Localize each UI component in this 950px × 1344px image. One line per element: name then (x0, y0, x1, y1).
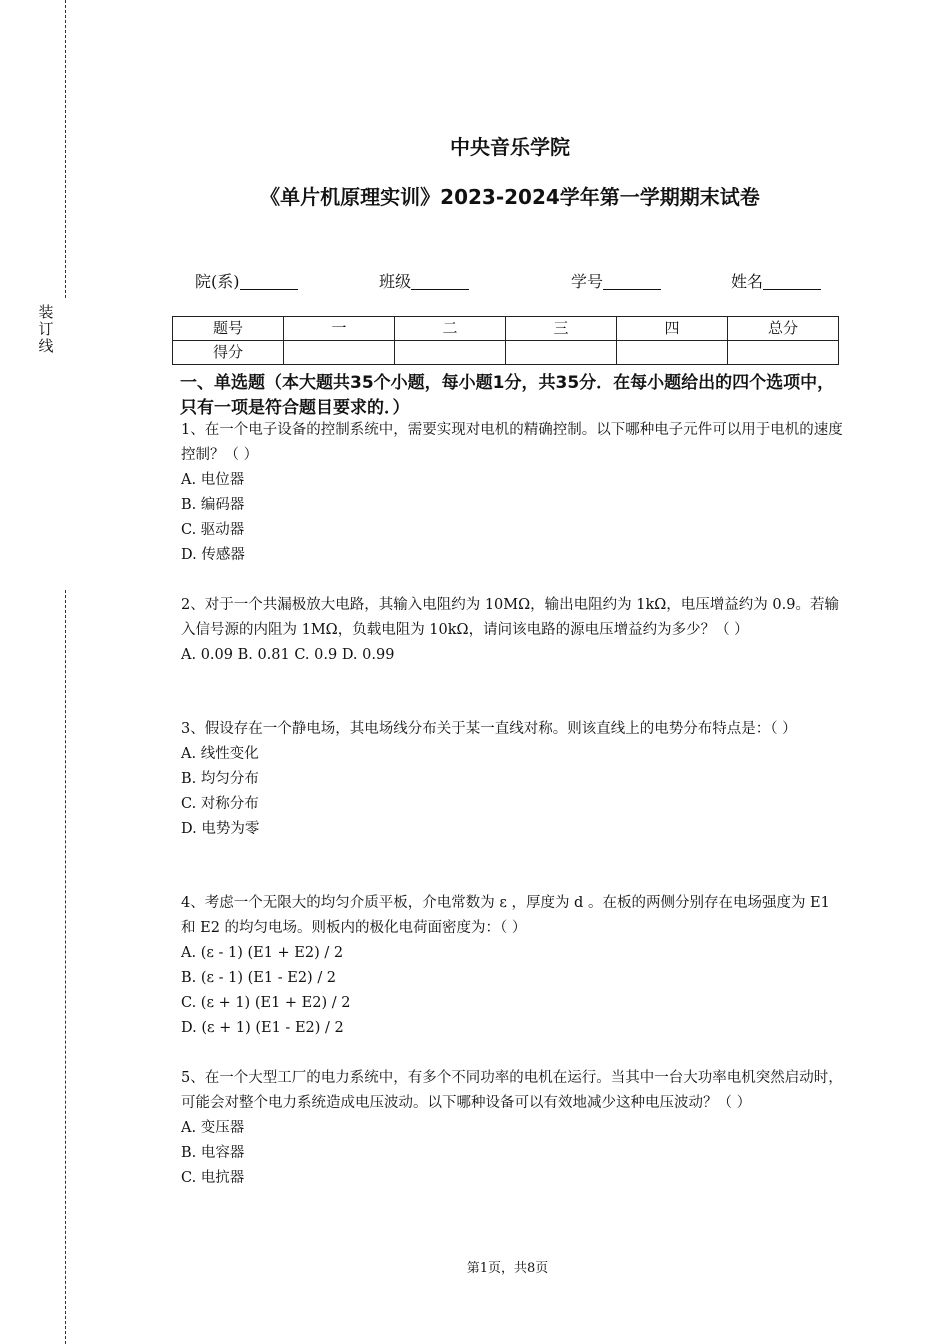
score-cell[interactable] (728, 341, 839, 365)
question-2 (181, 593, 846, 668)
question-stem: 3、假设存在一个静电场，其电场线分布关于某一直线对称。则该直线上的电势分布特点是：（ ） (181, 721, 797, 737)
page-number: 第1页，共8页 (466, 1261, 549, 1276)
binding-dashed-line-bottom (65, 590, 66, 1344)
fill-blank[interactable] (240, 273, 298, 290)
question-1 (181, 418, 846, 568)
score-cell[interactable] (506, 341, 617, 365)
table-cell: 二 (395, 317, 506, 341)
question-stem: 2、对于一个共漏极放大电路，其输入电阻约为 10MΩ，输出电阻约为 1kΩ，电压增益约为 0.9。若输入信号源的内阻为 1MΩ，负载电阻为 10kΩ，请问该电路的源电压增益约为多少？（ ） (181, 597, 839, 638)
option: D. 传感器 (181, 547, 245, 563)
score-cell[interactable] (617, 341, 728, 365)
option: C. 电抗器 (181, 1170, 245, 1186)
option: C. (ε + 1) (E1 + E2) / 2 (181, 995, 351, 1011)
option: C. 对称分布 (181, 796, 259, 812)
option: B. 均匀分布 (181, 771, 259, 787)
info-label: 班级 (379, 272, 412, 291)
info-field-student-id (571, 269, 661, 292)
table-cell: 题号 (173, 317, 284, 341)
exam-title: 《单片机原理实训》2023-2024学年第一学期期末试卷 (260, 185, 760, 209)
binding-char: 订 (38, 320, 54, 338)
score-table-score-row (173, 341, 839, 365)
score-cell[interactable] (395, 341, 506, 365)
info-field-department (195, 269, 298, 292)
binding-char: 线 (38, 337, 54, 355)
score-cell[interactable] (284, 341, 395, 365)
info-label: 姓名 (731, 272, 764, 291)
option: A. 电位器 (181, 472, 245, 488)
option: A. 线性变化 (181, 746, 259, 762)
info-label: 学号 (571, 272, 604, 291)
option: A. 变压器 (181, 1120, 245, 1136)
fill-blank[interactable] (603, 273, 661, 290)
table-cell: 一 (284, 317, 395, 341)
question-stem: 5、在一个大型工厂的电力系统中，有多个不同功率的电机在运行。当其中一台大功率电机突然启动时，可能会对整个电力系统造成电压波动。以下哪种设备可以有效地减少这种电压波动？（ ） (181, 1070, 843, 1111)
option: A. 0.09 B. 0.81 C. 0.9 D. 0.99 (181, 647, 395, 663)
option: D. (ε + 1) (E1 - E2) / 2 (181, 1020, 344, 1036)
table-cell: 四 (617, 317, 728, 341)
score-table (172, 316, 839, 365)
table-cell: 得分 (173, 341, 284, 365)
option: B. 电容器 (181, 1145, 245, 1161)
table-cell: 三 (506, 317, 617, 341)
question-stem: 4、考虑一个无限大的均匀介质平板，介电常数为 ε ，厚度为 d 。在板的两侧分别存在电场强度为 E1 和 E2 的均匀电场。则板内的极化电荷面密度为：（ ） (181, 895, 830, 936)
table-cell: 总分 (728, 317, 839, 341)
question-stem: 1、在一个电子设备的控制系统中，需要实现对电机的精确控制。以下哪种电子元件可以用于电机的速度控制？（ ） (181, 422, 843, 463)
school-title: 中央音乐学院 (450, 135, 570, 159)
option: D. 电势为零 (181, 821, 260, 837)
info-field-class (379, 269, 469, 292)
binding-char: 装 (38, 303, 54, 321)
fill-blank[interactable] (411, 273, 469, 290)
option: C. 驱动器 (181, 522, 245, 538)
question-3 (181, 717, 846, 842)
question-4 (181, 891, 846, 1041)
option: B. (ε - 1) (E1 - E2) / 2 (181, 970, 337, 986)
question-5 (181, 1066, 846, 1191)
fill-blank[interactable] (763, 273, 821, 290)
info-field-name (731, 269, 821, 292)
binding-label (37, 304, 55, 355)
section-heading: 一、单选题（本大题共35个小题，每小题1分，共35分．在每小题给出的四个选项中，只有一项是符合题目要求的．） (180, 373, 835, 418)
info-label: 院(系) (195, 272, 240, 291)
option: A. (ε - 1) (E1 + E2) / 2 (181, 945, 344, 961)
score-table-header-row (173, 317, 839, 341)
option: B. 编码器 (181, 497, 245, 513)
